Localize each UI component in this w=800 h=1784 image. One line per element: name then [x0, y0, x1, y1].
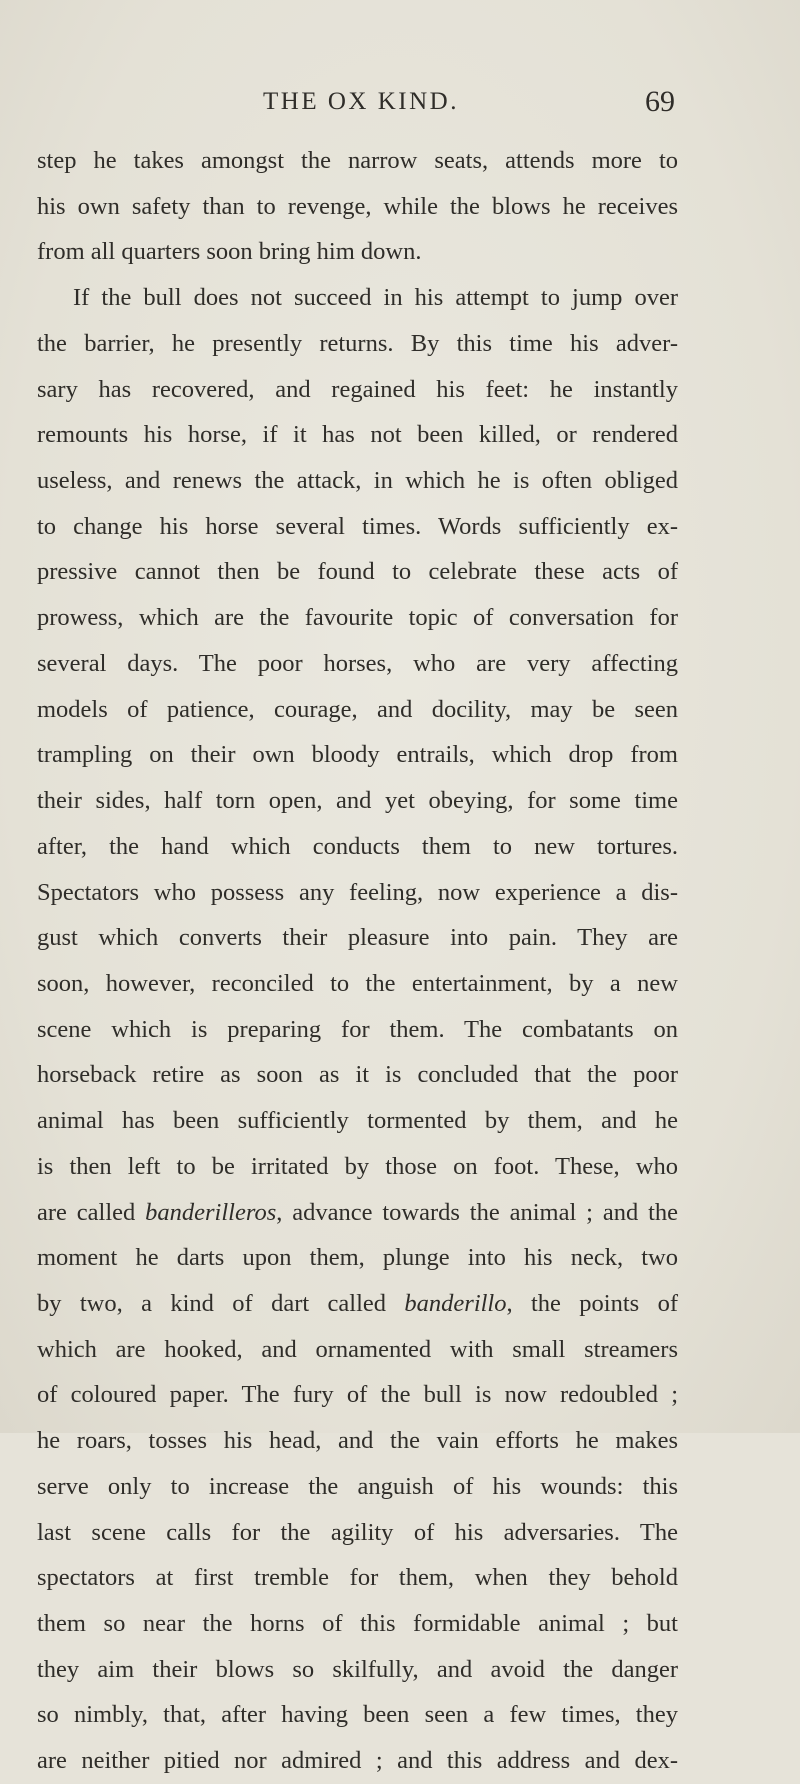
text-line: their sides, half torn open, and yet obeying, for some time — [37, 787, 678, 815]
text-line: so nimbly, that, after having been seen a few times, they — [37, 1701, 678, 1729]
italic-term-banderillo: banderillo — [404, 1289, 507, 1317]
text-line: the barrier, he presently returns. By this time his adver- — [37, 329, 678, 357]
text-line: gust which converts their pleasure into pain. They are — [37, 924, 678, 952]
text-line: horseback retire as soon as it is concluded that the poor — [37, 1061, 678, 1089]
text-line: moment he darts upon them, plunge into his neck, two — [37, 1244, 678, 1272]
running-head-title: THE OX KIND. — [263, 88, 459, 115]
text-line: step he takes amongst the narrow seats, attends more to — [37, 147, 678, 174]
text-line: If the bull does not succeed in his attempt to jump over — [73, 284, 678, 312]
running-head — [0, 84, 800, 120]
text-segment: , advance towards the animal ; and the — [276, 1198, 678, 1226]
text-line: which are hooked, and ornamented with small streamers — [37, 1335, 678, 1363]
text-line: models of patience, courage, and docility, may be seen — [37, 695, 678, 723]
text-line: sary has recovered, and regained his feet: he instantly — [37, 375, 678, 403]
text-line: remounts his horse, if it has not been killed, or rendered — [37, 421, 678, 449]
text-line: are neither pitied nor admired ; and this address and dex- — [37, 1747, 678, 1775]
text-line: spectators at first tremble for them, when they behold — [37, 1564, 678, 1592]
text-line: his own safety than to revenge, while the blows he receives — [37, 192, 678, 220]
italic-term-banderilleros: banderilleros — [145, 1198, 277, 1226]
text-line-banderillo — [37, 1281, 678, 1327]
text-line: prowess, which are the favourite topic of conversation for — [37, 604, 678, 632]
text-line: Spectators who possess any feeling, now experience a dis- — [37, 878, 678, 906]
text-line: after, the hand which conducts them to new tortures. — [37, 832, 678, 860]
text-line: they aim their blows so skilfully, and avoid the danger — [37, 1655, 678, 1683]
text-line: is then left to be irritated by those on foot. These, who — [37, 1152, 678, 1180]
text-line: of coloured paper. The fury of the bull is now redoubled ; — [37, 1381, 678, 1409]
page-number: 69 — [645, 85, 675, 118]
text-line: useless, and renews the attack, in which he is often obliged — [37, 467, 678, 495]
text-line: animal has been sufficiently tormented by them, and he — [37, 1107, 678, 1135]
text-segment: , the points of — [506, 1289, 678, 1317]
text-line: scene which is preparing for them. The combatants on — [37, 1015, 678, 1043]
text-line: from all quarters soon bring him down. — [37, 238, 422, 266]
text-line: pressive cannot then be found to celebrate these acts of — [37, 558, 678, 586]
text-line: serve only to increase the anguish of his wounds: this — [37, 1472, 678, 1500]
text-line: soon, however, reconciled to the entertainment, by a new — [37, 969, 678, 997]
text-line: several days. The poor horses, who are very affecting — [37, 649, 678, 677]
body-text — [37, 138, 678, 1784]
text-line-banderilleros — [37, 1190, 678, 1236]
text-line: trampling on their own bloody entrails, which drop from — [37, 741, 678, 769]
text-line: them so near the horns of this formidable animal ; but — [37, 1610, 678, 1637]
text-segment: are called — [37, 1198, 146, 1226]
text-segment: by two, a kind of dart called — [37, 1289, 405, 1317]
text-line: last scene calls for the agility of his adversaries. The — [37, 1518, 678, 1546]
text-line: to change his horse several times. Words sufficiently ex- — [37, 512, 678, 540]
text-line: he roars, tosses his head, and the vain efforts he makes — [37, 1427, 678, 1455]
